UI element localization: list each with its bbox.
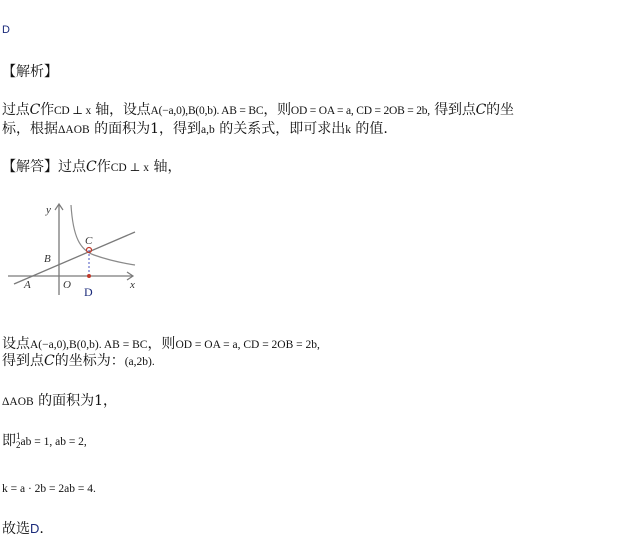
x-axis-label: x xyxy=(130,279,135,291)
text: 的坐 xyxy=(486,102,514,118)
point-a-label: A xyxy=(24,279,31,291)
math-expression: CD ⊥ x xyxy=(110,162,150,174)
point-c-label: C xyxy=(86,159,97,175)
text: ，则 xyxy=(147,336,176,352)
math-expression: OD = OA = a, CD = 2OB = 2b, xyxy=(175,339,320,351)
text: 的关系式，即可求出 xyxy=(214,121,346,137)
solution-heading: 【解答】 xyxy=(2,159,58,175)
analysis-line-1 xyxy=(2,99,514,119)
analysis-line-2 xyxy=(2,118,388,138)
solution-step-4 xyxy=(2,430,87,450)
text: 的坐标为： xyxy=(54,353,125,369)
point-c-label: C xyxy=(44,353,55,369)
math-expression: (a,2b). xyxy=(124,356,155,368)
answer-letter: D xyxy=(2,24,10,36)
text: 即 xyxy=(2,433,16,449)
math-expression: k xyxy=(345,124,351,136)
text: 的面积为1，得到 xyxy=(89,121,202,137)
text: ，则 xyxy=(263,102,291,118)
answer-letter: D xyxy=(30,521,40,536)
point-c-label: C xyxy=(475,102,487,118)
text: 故选 xyxy=(2,521,30,537)
text: 过点 xyxy=(2,102,30,118)
text: 作 xyxy=(96,159,111,175)
analysis-heading: 【解析】 xyxy=(2,64,58,80)
coordinate-figure xyxy=(0,195,150,305)
text: 轴，设点 xyxy=(91,102,151,118)
text: 的面积为1， xyxy=(33,393,118,409)
math-expression: k = a · 2b = 2ab = 4. xyxy=(2,483,96,495)
text: 作 xyxy=(40,102,54,118)
solution-step-3 xyxy=(2,390,117,410)
point-c-label: C xyxy=(29,102,41,118)
solution-step-2 xyxy=(2,350,155,370)
text: 过点 xyxy=(58,159,86,175)
y-axis-label: y xyxy=(46,204,51,216)
text: 得到点 xyxy=(2,353,44,369)
math-expression: CD ⊥ x xyxy=(53,105,92,117)
text: 标，根据 xyxy=(2,121,58,137)
fraction-denominator: 2 xyxy=(16,440,21,450)
fraction-numerator: 1 xyxy=(16,431,21,441)
math-expression: OD = OA = a, CD = 2OB = 2b, xyxy=(290,105,430,117)
point-b-label: B xyxy=(44,253,51,265)
solution-step-5 xyxy=(2,480,96,496)
math-expression: A(−a,0),B(0,b). AB = BC xyxy=(150,105,264,117)
point-d-label: D xyxy=(84,285,93,299)
text: 得到点 xyxy=(429,102,476,118)
conclusion xyxy=(2,518,44,538)
math-expression: ab = 1, ab = 2, xyxy=(20,436,87,448)
point-c-label: C xyxy=(85,235,93,247)
text: 的值. xyxy=(350,121,388,137)
math-expression: A(−a,0),B(0,b). AB = BC xyxy=(30,339,148,351)
text: 轴， xyxy=(149,159,182,175)
point-d xyxy=(87,274,91,278)
text: . xyxy=(39,521,44,537)
text: 设点 xyxy=(2,336,30,352)
math-expression: ΔAOB xyxy=(2,396,34,408)
solution-intro xyxy=(2,156,181,176)
math-expression: ΔAOB xyxy=(58,124,90,136)
origin-label: O xyxy=(63,279,71,291)
math-expression: a,b xyxy=(201,124,215,136)
